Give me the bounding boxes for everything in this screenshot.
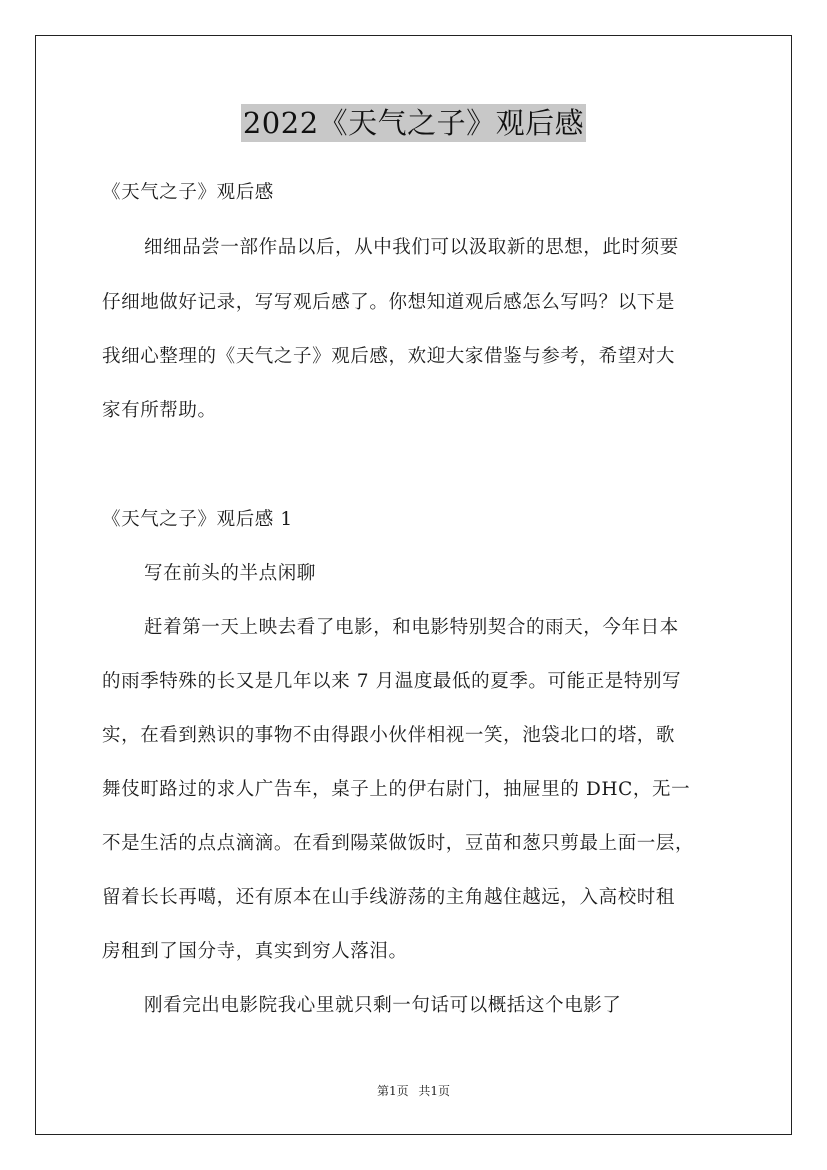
section-paragraph-line: 舞伎町路过的求人广告车，桌子上的伊右尉门，抽屉里的 DHC，无一 [102, 779, 691, 800]
intro-paragraph-line: 我细心整理的《天气之子》观后感，欢迎大家借鉴与参考，希望对大 [102, 346, 676, 367]
intro-paragraph-line: 家有所帮助。 [102, 400, 217, 421]
section-paragraph-line: 房租到了国分寺，真实到穷人落泪。 [102, 941, 408, 962]
section-heading: 《天气之子》观后感 1 [102, 509, 293, 530]
intro-heading: 《天气之子》观后感 [102, 182, 274, 203]
page-total: 共1页 [418, 1084, 451, 1098]
page-number: 第1页 [376, 1084, 409, 1098]
section-paragraph-line: 刚看完出电影院我心里就只剩一句话可以概括这个电影了 [144, 995, 622, 1016]
intro-paragraph-line: 细细品尝一部作品以后，从中我们可以汲取新的思想，此时须要 [144, 237, 679, 258]
title-container [0, 104, 827, 142]
section-paragraph-line: 不是生活的点点滴滴。在看到陽菜做饭时，豆苗和葱只剪最上面一层， [102, 833, 695, 854]
document-title: 2022《天气之子》观后感 [242, 106, 585, 140]
section-paragraph-line: 的雨季特殊的长又是几年以来 7 月温度最低的夏季。可能正是特别写 [102, 671, 682, 692]
intro-paragraph-line: 仔细地做好记录，写写观后感了。你想知道观后感怎么写吗？以下是 [102, 292, 676, 313]
section-subheading: 写在前头的半点闲聊 [144, 563, 316, 584]
section-paragraph-line: 赶着第一天上映去看了电影，和电影特别契合的雨天，今年日本 [144, 617, 679, 638]
section-paragraph-line: 实，在看到熟识的事物不由得跟小伙伴相视一笑，池袋北口的塔，歌 [102, 725, 676, 746]
section-paragraph-line: 留着长长再噶，还有原本在山手线游荡的主角越住越远，入高校时租 [102, 887, 676, 908]
page-footer [0, 1082, 827, 1099]
